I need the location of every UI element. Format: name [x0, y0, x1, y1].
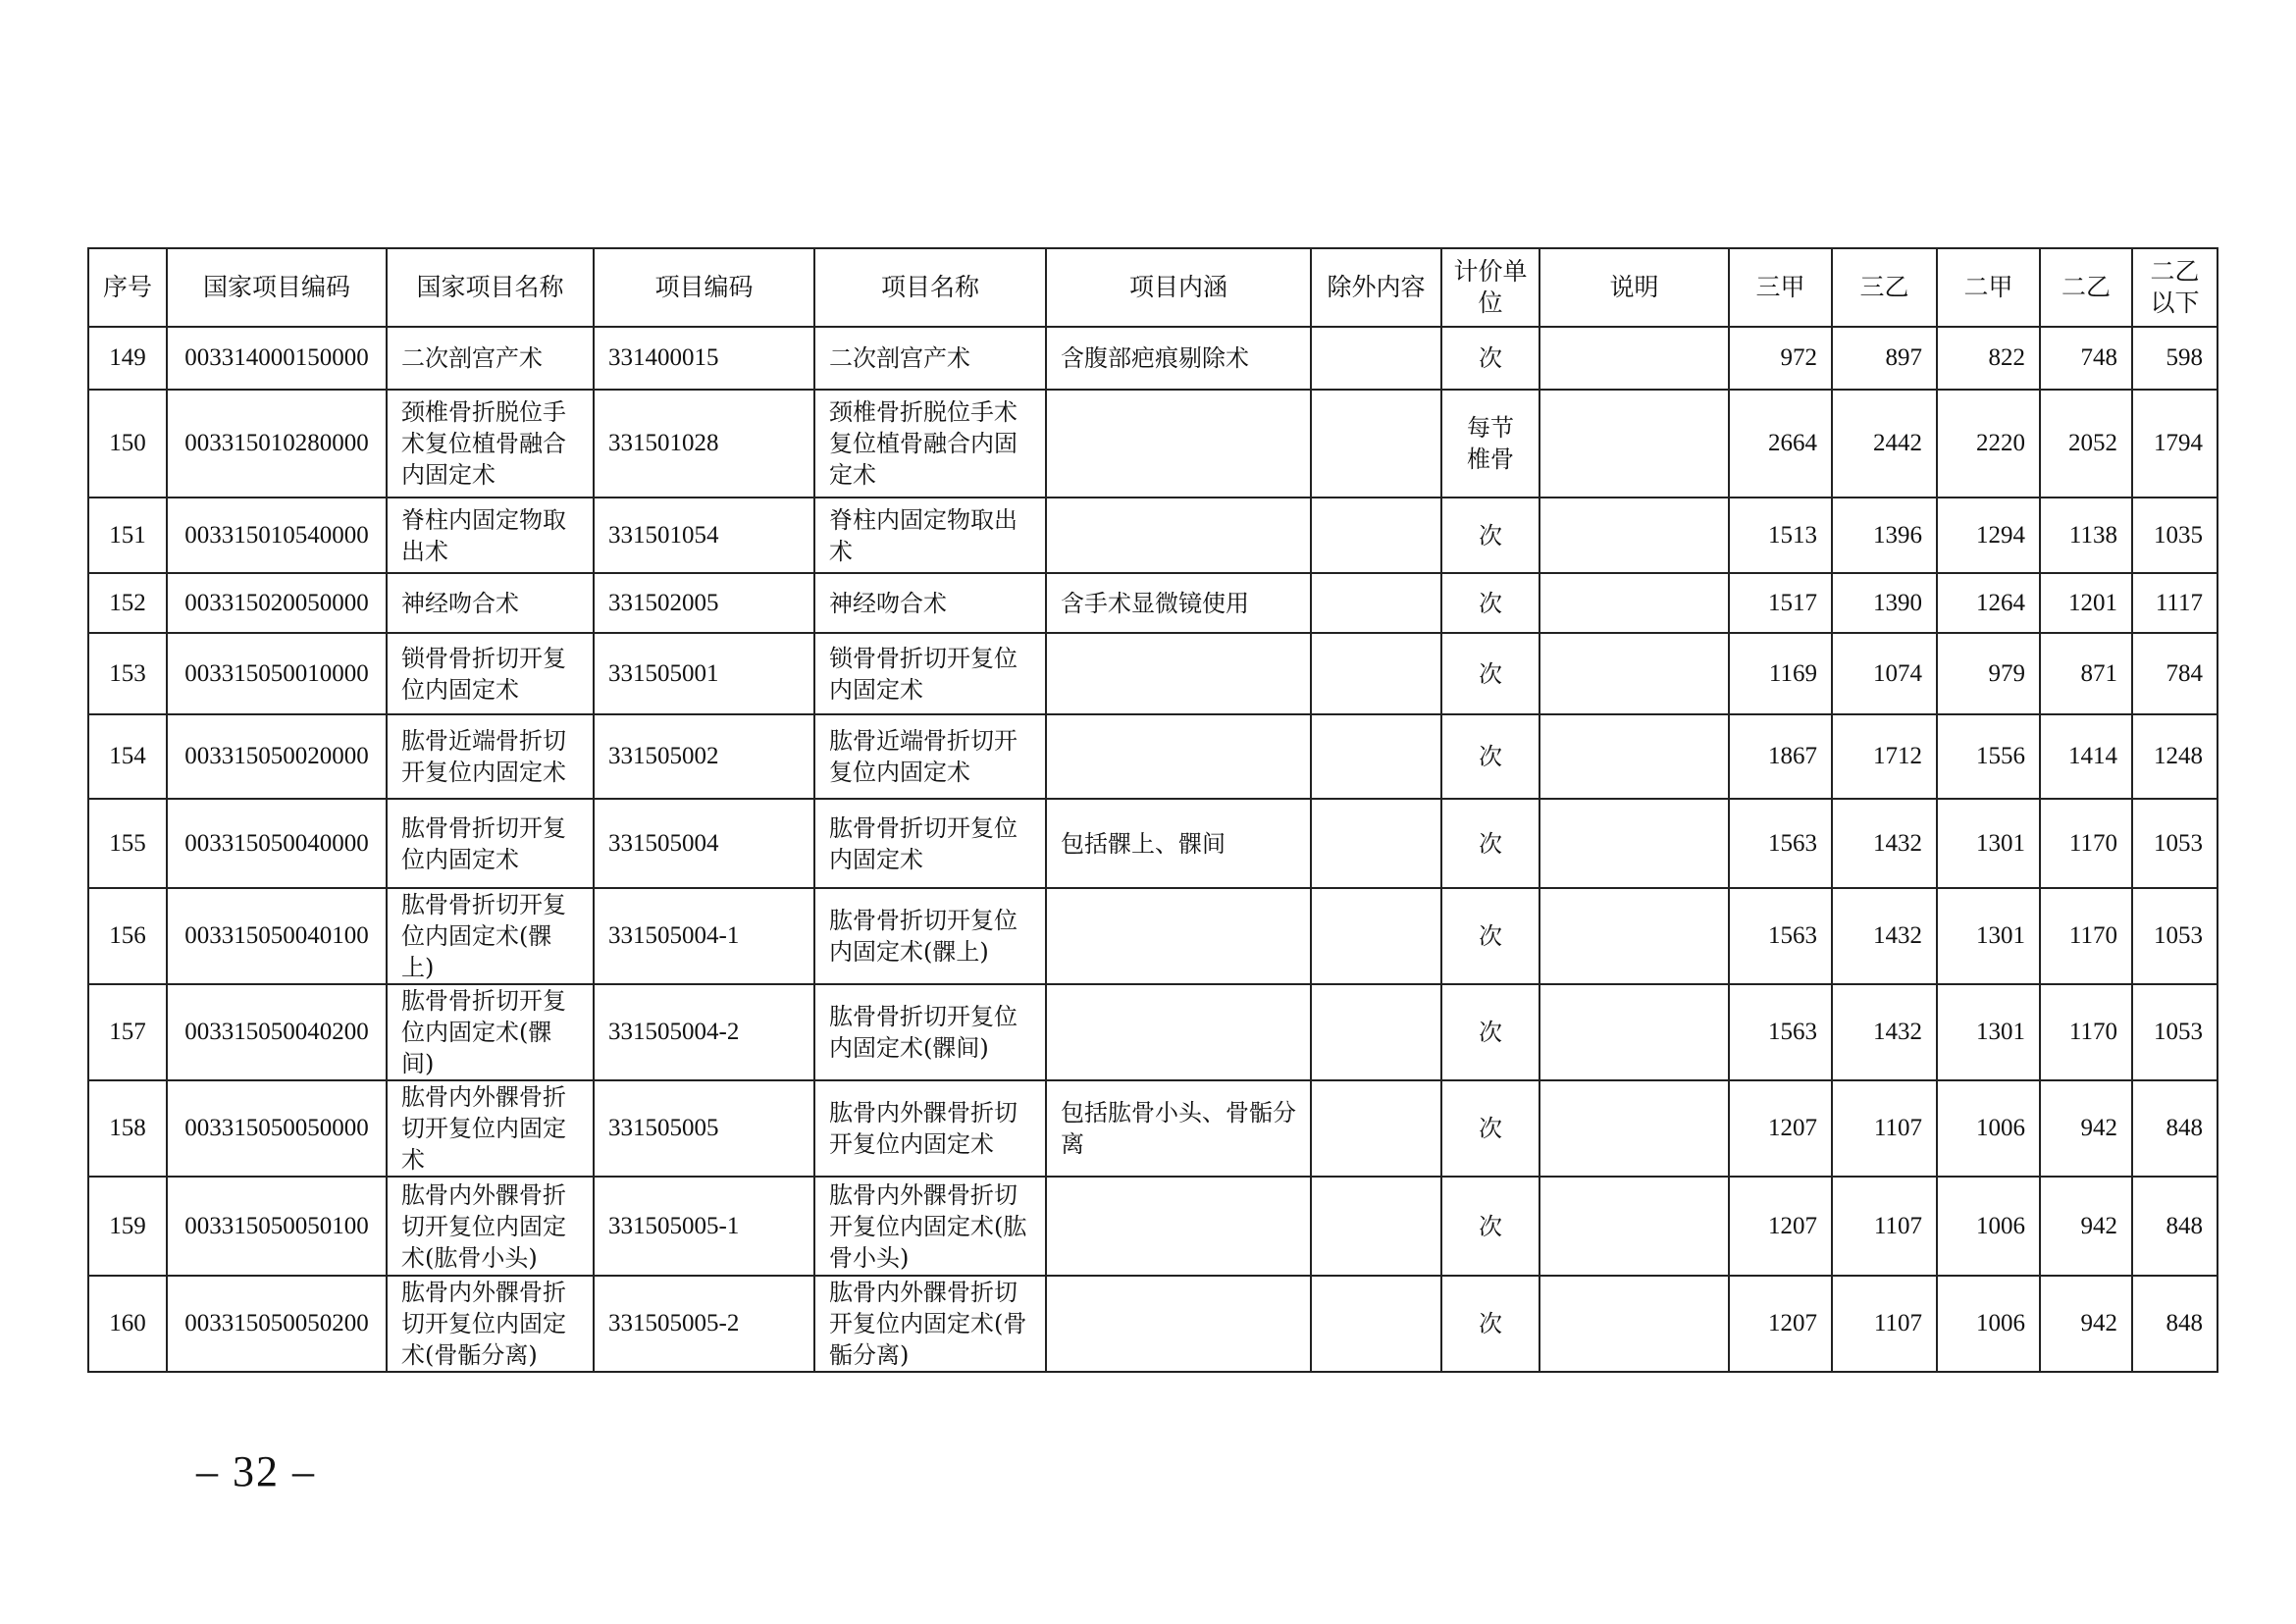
header-col-code: 项目编码	[594, 248, 814, 327]
price-2b-cell: 1170	[2040, 984, 2132, 1080]
note-cell	[1539, 327, 1729, 390]
header-col-national-name: 国家项目名称	[387, 248, 594, 327]
note-cell	[1539, 1080, 1729, 1177]
national-code-cell: 003315050040000	[167, 799, 387, 888]
price-2b-cell: 1201	[2040, 573, 2132, 633]
item-name-cell: 颈椎骨折脱位手术复位植骨融合内固定术	[814, 390, 1046, 498]
item-content-cell	[1046, 888, 1311, 984]
table-row	[88, 1080, 2218, 1177]
header-col-excluded: 除外内容	[1311, 248, 1441, 327]
price-3a-cell: 1207	[1729, 1276, 1832, 1372]
header-col-national-code: 国家项目编码	[167, 248, 387, 327]
price-3b-cell: 1432	[1832, 799, 1937, 888]
price-3a-cell: 1513	[1729, 498, 1832, 573]
price-3a-cell: 1517	[1729, 573, 1832, 633]
pricing-unit-cell: 次	[1441, 327, 1539, 390]
header-col-price-2a: 二甲	[1937, 248, 2040, 327]
price-below-2b-cell: 1117	[2132, 573, 2218, 633]
national-code-cell: 003315010280000	[167, 390, 387, 498]
price-3a-cell: 2664	[1729, 390, 1832, 498]
row-number-cell: 154	[88, 714, 167, 799]
national-code-cell: 003315050050000	[167, 1080, 387, 1177]
national-name-cell: 肱骨内外髁骨折切开复位内固定术	[387, 1080, 594, 1177]
price-3a-cell: 1563	[1729, 984, 1832, 1080]
header-col-unit: 计价单位	[1441, 248, 1539, 327]
excluded-content-cell	[1311, 1177, 1441, 1276]
item-name-cell: 二次剖宫产术	[814, 327, 1046, 390]
price-3b-cell: 1074	[1832, 633, 1937, 714]
item-content-cell	[1046, 498, 1311, 573]
item-name-cell: 肱骨骨折切开复位内固定术	[814, 799, 1046, 888]
note-cell	[1539, 633, 1729, 714]
price-3b-cell: 1107	[1832, 1177, 1937, 1276]
table-row	[88, 714, 2218, 799]
price-3b-cell: 1432	[1832, 984, 1937, 1080]
item-code-cell: 331501054	[594, 498, 814, 573]
price-3a-cell: 1207	[1729, 1177, 1832, 1276]
national-name-cell: 锁骨骨折切开复位内固定术	[387, 633, 594, 714]
national-name-cell: 肱骨内外髁骨折切开复位内固定术(肱骨小头)	[387, 1177, 594, 1276]
pricing-unit-cell: 次	[1441, 714, 1539, 799]
price-3a-cell: 1563	[1729, 888, 1832, 984]
item-code-cell: 331501028	[594, 390, 814, 498]
table-row	[88, 498, 2218, 573]
excluded-content-cell	[1311, 390, 1441, 498]
item-code-cell: 331505004	[594, 799, 814, 888]
pricing-unit-cell: 次	[1441, 1080, 1539, 1177]
row-number-cell: 150	[88, 390, 167, 498]
price-below-2b-cell: 1053	[2132, 984, 2218, 1080]
table-row	[88, 573, 2218, 633]
row-number-cell: 157	[88, 984, 167, 1080]
item-name-cell: 肱骨内外髁骨折切开复位内固定术(肱骨小头)	[814, 1177, 1046, 1276]
note-cell	[1539, 888, 1729, 984]
excluded-content-cell	[1311, 888, 1441, 984]
item-content-cell	[1046, 1276, 1311, 1372]
pricing-unit-cell: 次	[1441, 799, 1539, 888]
excluded-content-cell	[1311, 633, 1441, 714]
row-number-cell: 152	[88, 573, 167, 633]
item-name-cell: 肱骨近端骨折切开复位内固定术	[814, 714, 1046, 799]
national-code-cell: 003315050040100	[167, 888, 387, 984]
price-below-2b-cell: 1053	[2132, 799, 2218, 888]
price-2a-cell: 1556	[1937, 714, 2040, 799]
item-code-cell: 331505002	[594, 714, 814, 799]
price-below-2b-cell: 1794	[2132, 390, 2218, 498]
item-name-cell: 肱骨内外髁骨折切开复位内固定术(骨骺分离)	[814, 1276, 1046, 1372]
price-3a-cell: 1169	[1729, 633, 1832, 714]
price-3b-cell: 2442	[1832, 390, 1937, 498]
item-code-cell: 331505005-1	[594, 1177, 814, 1276]
pricing-unit-cell: 每节椎骨	[1441, 390, 1539, 498]
excluded-content-cell	[1311, 1276, 1441, 1372]
national-code-cell: 003315050050200	[167, 1276, 387, 1372]
price-2a-cell: 1301	[1937, 888, 2040, 984]
note-cell	[1539, 984, 1729, 1080]
price-3b-cell: 897	[1832, 327, 1937, 390]
item-name-cell: 脊柱内固定物取出术	[814, 498, 1046, 573]
header-col-no: 序号	[88, 248, 167, 327]
national-name-cell: 二次剖宫产术	[387, 327, 594, 390]
excluded-content-cell	[1311, 714, 1441, 799]
price-2a-cell: 1301	[1937, 984, 2040, 1080]
item-code-cell: 331502005	[594, 573, 814, 633]
item-code-cell: 331400015	[594, 327, 814, 390]
table-row	[88, 1276, 2218, 1372]
header-row	[88, 248, 2218, 327]
pricing-unit-cell: 次	[1441, 888, 1539, 984]
price-2b-cell: 1138	[2040, 498, 2132, 573]
national-name-cell: 肱骨骨折切开复位内固定术	[387, 799, 594, 888]
item-name-cell: 肱骨骨折切开复位内固定术(髁上)	[814, 888, 1046, 984]
row-number-cell: 158	[88, 1080, 167, 1177]
price-2b-cell: 871	[2040, 633, 2132, 714]
table-row	[88, 633, 2218, 714]
row-number-cell: 155	[88, 799, 167, 888]
price-below-2b-cell: 848	[2132, 1080, 2218, 1177]
note-cell	[1539, 799, 1729, 888]
price-table-container	[87, 247, 2217, 1373]
item-content-cell: 包括髁上、髁间	[1046, 799, 1311, 888]
price-3b-cell: 1107	[1832, 1080, 1937, 1177]
national-code-cell: 003315010540000	[167, 498, 387, 573]
price-3b-cell: 1107	[1832, 1276, 1937, 1372]
national-name-cell: 脊柱内固定物取出术	[387, 498, 594, 573]
price-2b-cell: 942	[2040, 1276, 2132, 1372]
price-below-2b-cell: 1248	[2132, 714, 2218, 799]
table-row	[88, 984, 2218, 1080]
pricing-unit-cell: 次	[1441, 573, 1539, 633]
price-3a-cell: 1563	[1729, 799, 1832, 888]
item-content-cell	[1046, 714, 1311, 799]
item-name-cell: 肱骨内外髁骨折切开复位内固定术	[814, 1080, 1046, 1177]
excluded-content-cell	[1311, 573, 1441, 633]
item-content-cell	[1046, 1177, 1311, 1276]
item-code-cell: 331505004-2	[594, 984, 814, 1080]
table-body	[88, 327, 2218, 1372]
price-3b-cell: 1390	[1832, 573, 1937, 633]
table-header	[88, 248, 2218, 327]
price-below-2b-cell: 598	[2132, 327, 2218, 390]
price-2a-cell: 2220	[1937, 390, 2040, 498]
national-name-cell: 肱骨内外髁骨折切开复位内固定术(骨骺分离)	[387, 1276, 594, 1372]
price-3b-cell: 1396	[1832, 498, 1937, 573]
row-number-cell: 151	[88, 498, 167, 573]
national-code-cell: 003315050020000	[167, 714, 387, 799]
price-2a-cell: 1264	[1937, 573, 2040, 633]
price-3a-cell: 1867	[1729, 714, 1832, 799]
item-name-cell: 锁骨骨折切开复位内固定术	[814, 633, 1046, 714]
item-code-cell: 331505005	[594, 1080, 814, 1177]
price-2b-cell: 942	[2040, 1080, 2132, 1177]
header-col-price-3a: 三甲	[1729, 248, 1832, 327]
price-below-2b-cell: 1053	[2132, 888, 2218, 984]
price-2b-cell: 2052	[2040, 390, 2132, 498]
note-cell	[1539, 498, 1729, 573]
row-number-cell: 159	[88, 1177, 167, 1276]
pricing-unit-cell: 次	[1441, 633, 1539, 714]
price-below-2b-cell: 848	[2132, 1276, 2218, 1372]
pricing-unit-cell: 次	[1441, 1276, 1539, 1372]
excluded-content-cell	[1311, 984, 1441, 1080]
price-2b-cell: 1414	[2040, 714, 2132, 799]
price-2a-cell: 1294	[1937, 498, 2040, 573]
excluded-content-cell	[1311, 498, 1441, 573]
row-number-cell: 160	[88, 1276, 167, 1372]
price-3a-cell: 1207	[1729, 1080, 1832, 1177]
national-code-cell: 003315020050000	[167, 573, 387, 633]
note-cell	[1539, 390, 1729, 498]
national-code-cell: 003315050050100	[167, 1177, 387, 1276]
price-2a-cell: 1006	[1937, 1276, 2040, 1372]
note-cell	[1539, 1276, 1729, 1372]
header-col-price-2b: 二乙	[2040, 248, 2132, 327]
price-2a-cell: 1006	[1937, 1080, 2040, 1177]
header-col-note: 说明	[1539, 248, 1729, 327]
national-code-cell: 003315050040200	[167, 984, 387, 1080]
header-col-price-below-2b: 二乙以下	[2132, 248, 2218, 327]
price-table	[87, 247, 2218, 1373]
price-2b-cell: 748	[2040, 327, 2132, 390]
item-code-cell: 331505004-1	[594, 888, 814, 984]
national-code-cell: 003315050010000	[167, 633, 387, 714]
price-2a-cell: 822	[1937, 327, 2040, 390]
item-content-cell	[1046, 984, 1311, 1080]
price-2a-cell: 1006	[1937, 1177, 2040, 1276]
price-2b-cell: 1170	[2040, 888, 2132, 984]
pricing-unit-cell: 次	[1441, 498, 1539, 573]
table-row	[88, 327, 2218, 390]
price-below-2b-cell: 784	[2132, 633, 2218, 714]
price-3a-cell: 972	[1729, 327, 1832, 390]
table-row	[88, 1177, 2218, 1276]
header-col-content: 项目内涵	[1046, 248, 1311, 327]
row-number-cell: 149	[88, 327, 167, 390]
header-col-price-3b: 三乙	[1832, 248, 1937, 327]
note-cell	[1539, 1177, 1729, 1276]
table-row	[88, 390, 2218, 498]
price-below-2b-cell: 848	[2132, 1177, 2218, 1276]
item-code-cell: 331505005-2	[594, 1276, 814, 1372]
table-row	[88, 799, 2218, 888]
price-2a-cell: 1301	[1937, 799, 2040, 888]
price-3b-cell: 1432	[1832, 888, 1937, 984]
page-number: – 32 –	[196, 1447, 316, 1495]
row-number-cell: 153	[88, 633, 167, 714]
item-content-cell: 包括肱骨小头、骨骺分离	[1046, 1080, 1311, 1177]
national-name-cell: 肱骨骨折切开复位内固定术(髁上)	[387, 888, 594, 984]
price-2a-cell: 979	[1937, 633, 2040, 714]
item-name-cell: 肱骨骨折切开复位内固定术(髁间)	[814, 984, 1046, 1080]
national-name-cell: 肱骨骨折切开复位内固定术(髁间)	[387, 984, 594, 1080]
price-2b-cell: 1170	[2040, 799, 2132, 888]
header-col-name: 项目名称	[814, 248, 1046, 327]
excluded-content-cell	[1311, 799, 1441, 888]
national-code-cell: 003314000150000	[167, 327, 387, 390]
excluded-content-cell	[1311, 327, 1441, 390]
item-content-cell	[1046, 390, 1311, 498]
price-3b-cell: 1712	[1832, 714, 1937, 799]
item-code-cell: 331505001	[594, 633, 814, 714]
national-name-cell: 肱骨近端骨折切开复位内固定术	[387, 714, 594, 799]
item-content-cell	[1046, 633, 1311, 714]
item-content-cell: 含手术显微镜使用	[1046, 573, 1311, 633]
pricing-unit-cell: 次	[1441, 1177, 1539, 1276]
price-2b-cell: 942	[2040, 1177, 2132, 1276]
row-number-cell: 156	[88, 888, 167, 984]
table-row	[88, 888, 2218, 984]
pricing-unit-cell: 次	[1441, 984, 1539, 1080]
note-cell	[1539, 714, 1729, 799]
excluded-content-cell	[1311, 1080, 1441, 1177]
price-below-2b-cell: 1035	[2132, 498, 2218, 573]
note-cell	[1539, 573, 1729, 633]
item-name-cell: 神经吻合术	[814, 573, 1046, 633]
national-name-cell: 神经吻合术	[387, 573, 594, 633]
national-name-cell: 颈椎骨折脱位手术复位植骨融合内固定术	[387, 390, 594, 498]
item-content-cell: 含腹部疤痕剔除术	[1046, 327, 1311, 390]
